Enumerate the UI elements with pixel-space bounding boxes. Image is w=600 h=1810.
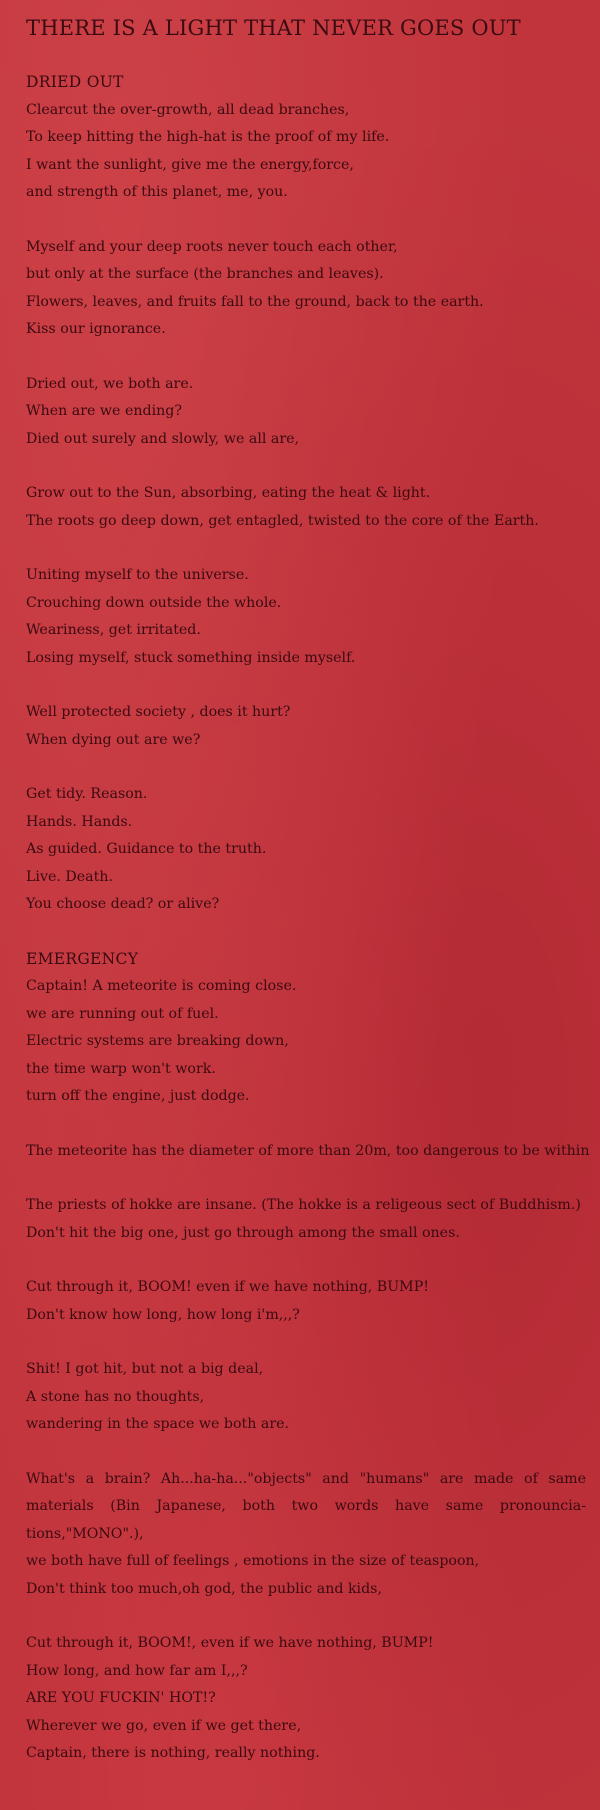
section-dried-out xyxy=(26,97,590,919)
stanza xyxy=(26,97,590,207)
lyric-line: Cut through it, BOOM!, even if we have nothing, BUMP! xyxy=(26,1635,434,1651)
lyric-line: we both have full of feelings , emotions in the size of teaspoon, xyxy=(26,1553,480,1569)
section-heading-dried-out: DRIED OUT xyxy=(26,73,124,91)
page-title: THERE IS A LIGHT THAT NEVER GOES OUT xyxy=(26,16,521,40)
section-emergency-middle xyxy=(26,1274,590,1439)
lyric-line: Uniting myself to the universe. xyxy=(26,567,249,583)
lyric-line: Clearcut the over-growth, all dead branches, xyxy=(26,101,350,118)
lyric-line: Don't hit the big one, just go through among the small ones. xyxy=(26,1224,460,1241)
lyric-line: To keep hitting the high-hat is the proof of my life. xyxy=(26,129,390,145)
lyric-line: Captain, there is nothing, really nothing. xyxy=(26,1745,320,1761)
stanza-meteor xyxy=(26,1138,590,1166)
stanza xyxy=(26,1274,590,1329)
lyric-line: A stone has no thoughts, xyxy=(26,1388,205,1405)
lyric-line: Electric systems are breaking down, xyxy=(26,1033,289,1049)
lyric-line: Cut through it, BOOM! even if we have nothing, BUMP! xyxy=(26,1279,429,1295)
lyric-line: Get tidy. Reason. xyxy=(26,786,148,802)
stanza-emergency-intro xyxy=(26,973,590,1111)
lyric-line: I want the sunlight, give me the energy,force, xyxy=(26,156,354,173)
lyric-line: The roots go deep down, get entagled, twisted to the core of the Earth. xyxy=(26,512,539,529)
lyric-line: and strength of this planet, me, you. xyxy=(26,184,288,200)
stanza xyxy=(26,371,590,454)
lyric-line: turn off the engine, just dodge. xyxy=(26,1088,250,1104)
lyric-line: When are we ending? xyxy=(26,403,182,419)
lyric-line: As guided. Guidance to the truth. xyxy=(26,841,267,857)
lyric-line: How long, and how far am I,,,? xyxy=(26,1662,248,1679)
lyric-line: What's a brain? Ah...ha-ha..."objects" and "humans" are made of same materials (Bin Japanese, both two words have same pronouncia- tions,"MONO".), xyxy=(26,1470,586,1542)
lyric-line: Losing myself, stuck something inside myself. xyxy=(26,649,356,666)
lyric-line: Don't know how long, how long i'm,,,? xyxy=(26,1306,300,1323)
stanza-priests xyxy=(26,1192,590,1247)
lyric-line: The priests of hokke are insane. (The hokke is a religeous sect of Buddhism.) xyxy=(26,1197,581,1213)
lyric-line: Myself and your deep roots never touch each other, xyxy=(26,238,398,255)
lyric-line: Crouching down outside the whole. xyxy=(26,594,282,611)
stanza xyxy=(26,480,590,535)
stanza xyxy=(26,562,590,672)
lyric-line: Weariness, get irritated. xyxy=(26,622,201,638)
stanza-brain xyxy=(26,1466,590,1604)
lyric-line: You choose dead? or alive? xyxy=(26,896,220,912)
lyric-line: Dried out, we both are. xyxy=(26,375,194,392)
lyric-line: we are running out of fuel. xyxy=(26,1005,219,1022)
lyric-line: When dying out are we? xyxy=(26,731,201,748)
lyric-line: Shit! I got hit, but not a big deal, xyxy=(26,1361,264,1377)
lyric-line: Grow out to the Sun, absorbing, eating the heat & light. xyxy=(26,485,431,501)
lyric-line: Wherever we go, even if we get there, xyxy=(26,1717,302,1734)
stanza xyxy=(26,234,590,344)
lyric-line: Hands. Hands. xyxy=(26,813,133,830)
lyric-line: Captain! A meteorite is coming close. xyxy=(26,978,297,994)
stanza-final xyxy=(26,1630,590,1768)
section-heading-emergency: EMERGENCY xyxy=(26,949,139,968)
lyric-line: Kiss our ignorance. xyxy=(26,321,166,337)
stanza xyxy=(26,1356,590,1439)
lyric-line: Died out surely and slowly, we all are, xyxy=(26,430,300,447)
lyric-line: wandering in the space we both are. xyxy=(26,1416,290,1432)
stanza xyxy=(26,699,590,754)
stanza xyxy=(26,781,590,919)
lyric-line: Flowers, leaves, and fruits fall to the ground, back to the earth. xyxy=(26,293,484,310)
lyric-line: The meteorite has the diameter of more than 20m, too dangerous to be within xyxy=(26,1142,590,1159)
lyric-line: Live. Death. xyxy=(26,868,113,885)
lyric-line: Don't think too much,oh god, the public and kids, xyxy=(26,1580,382,1597)
lyric-line: ARE YOU FUCKIN' HOT!? xyxy=(26,1690,216,1706)
lyric-line: the time warp won't work. xyxy=(26,1060,216,1077)
lyric-line: Well protected society , does it hurt? xyxy=(26,704,291,720)
lyric-line: but only at the surface (the branches and leaves). xyxy=(26,266,384,282)
